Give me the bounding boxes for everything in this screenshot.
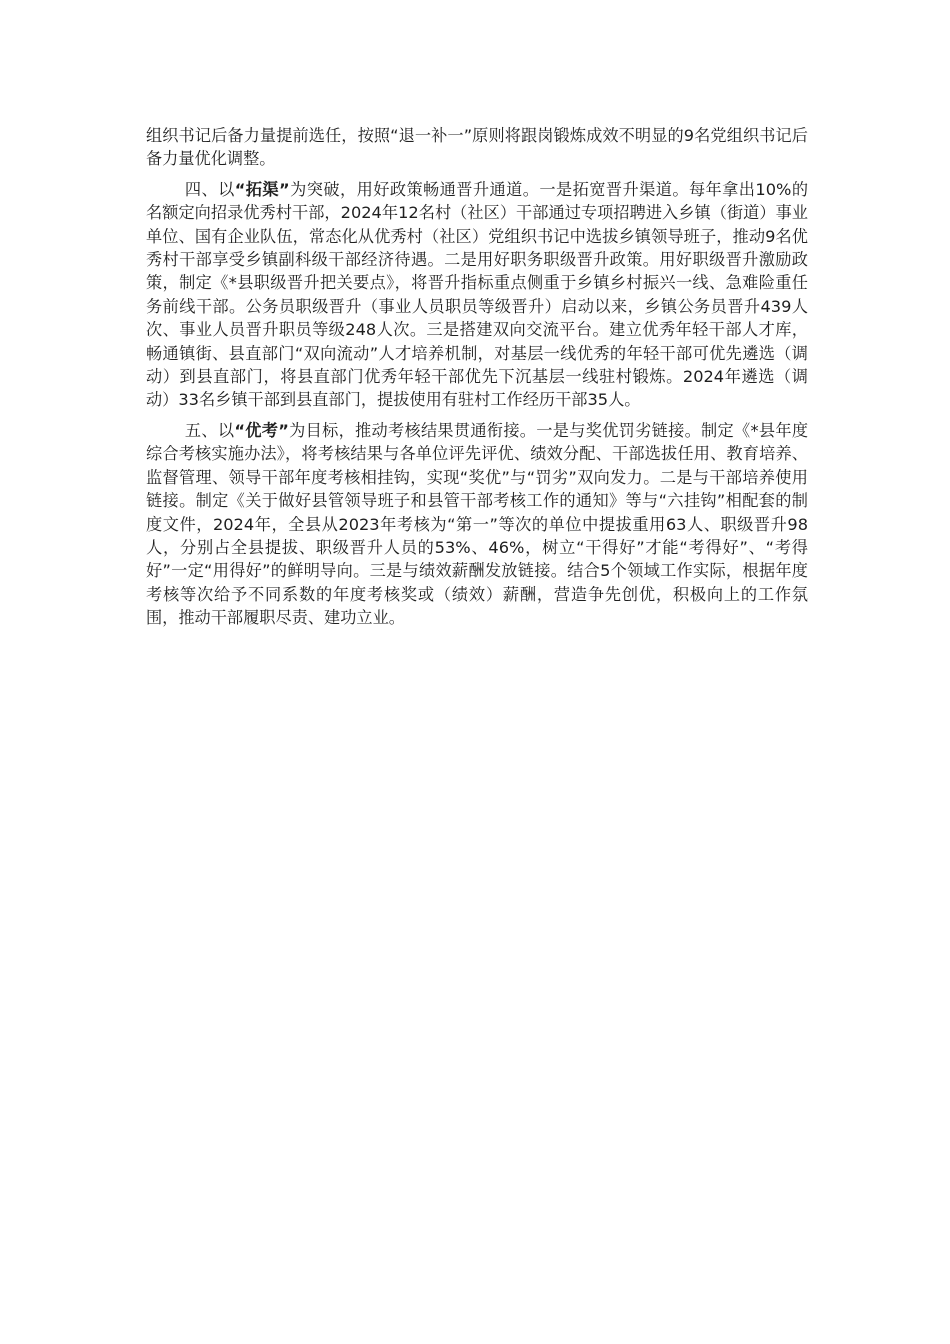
section-lead: 五、以	[184, 420, 235, 440]
paragraph-text: 为目标，推动考核结果贯通衔接。一是与奖优罚劣链接。制定《*县年度综合考核实施办法》，将考核结果与各单位评先评优、绩效分配、干部选拔任用、教育培养、监督管理、领导干部年度考核相挂钩，实现“奖优”与“罚劣”双向发力。二是与干部培养使用链接。制定《关于做好县管领导班子和县管干部考核工作的通知》等与“六挂钩”相配套的制度文件，2024年，全县从2023年考核为“第一”等次的单位中提拔重用63人、职级晋升98人，分别占全县提拔、职级晋升人员的53%、46%，树立“干得好”才能“考得好”、“考得好”一定“用得好”的鲜明导向。三是与绩效薪酬发放链接。结合5个领域工作实际，根据年度考核等次给予不同系数的年度考核奖或（绩效）薪酬，营造争先创优，积极向上的工作氛围，推动干部履职尽责、建功立业。	[146, 420, 809, 628]
document-page	[146, 124, 808, 637]
paragraph-text: 组织书记后备力量提前选任，按照“退一补一”原则将跟岗锻炼成效不明显的9名党组织书记后备力量优化调整。	[146, 126, 808, 169]
paragraph-continuation	[146, 124, 808, 171]
paragraph-text: 为突破，用好政策畅通晋升通道。一是拓宽晋升渠道。每年拿出10%的名额定向招录优秀村干部，2024年12名村（社区）干部通过专项招聘进入乡镇（街道）事业单位、国有企业队伍，常态化从优秀村（社区）党组织书记中选拔乡镇领导班子，推动9名优秀村干部享受乡镇副科级干部经济待遇。二是用好职务职级晋升政策。用好职级晋升激励政策，制定《*县职级晋升把关要点》，将晋升指标重点侧重于乡镇乡村振兴一线、急难险重任务前线干部。公务员职级晋升（事业人员职员等级晋升）启动以来，乡镇公务员晋升439人次、事业人员晋升职员等级248人次。三是搭建双向交流平台。建立优秀年轻干部人才库，畅通镇街、县直部门“双向流动”人才培养机制，对基层一线优秀的年轻干部可优先遴选（调动）到县直部门，将县直部门优秀年轻干部优先下沉基层一线驻村锻炼。2024年遴选（调动）33名乡镇干部到县直部门，提拔使用有驻村工作经历干部35人。	[146, 179, 809, 410]
section-keyword: “优考”	[234, 420, 289, 440]
paragraph-section-five	[146, 419, 808, 630]
paragraph-section-four	[146, 178, 808, 412]
section-lead: 四、以	[184, 179, 235, 199]
section-keyword: “拓渠”	[234, 179, 290, 199]
